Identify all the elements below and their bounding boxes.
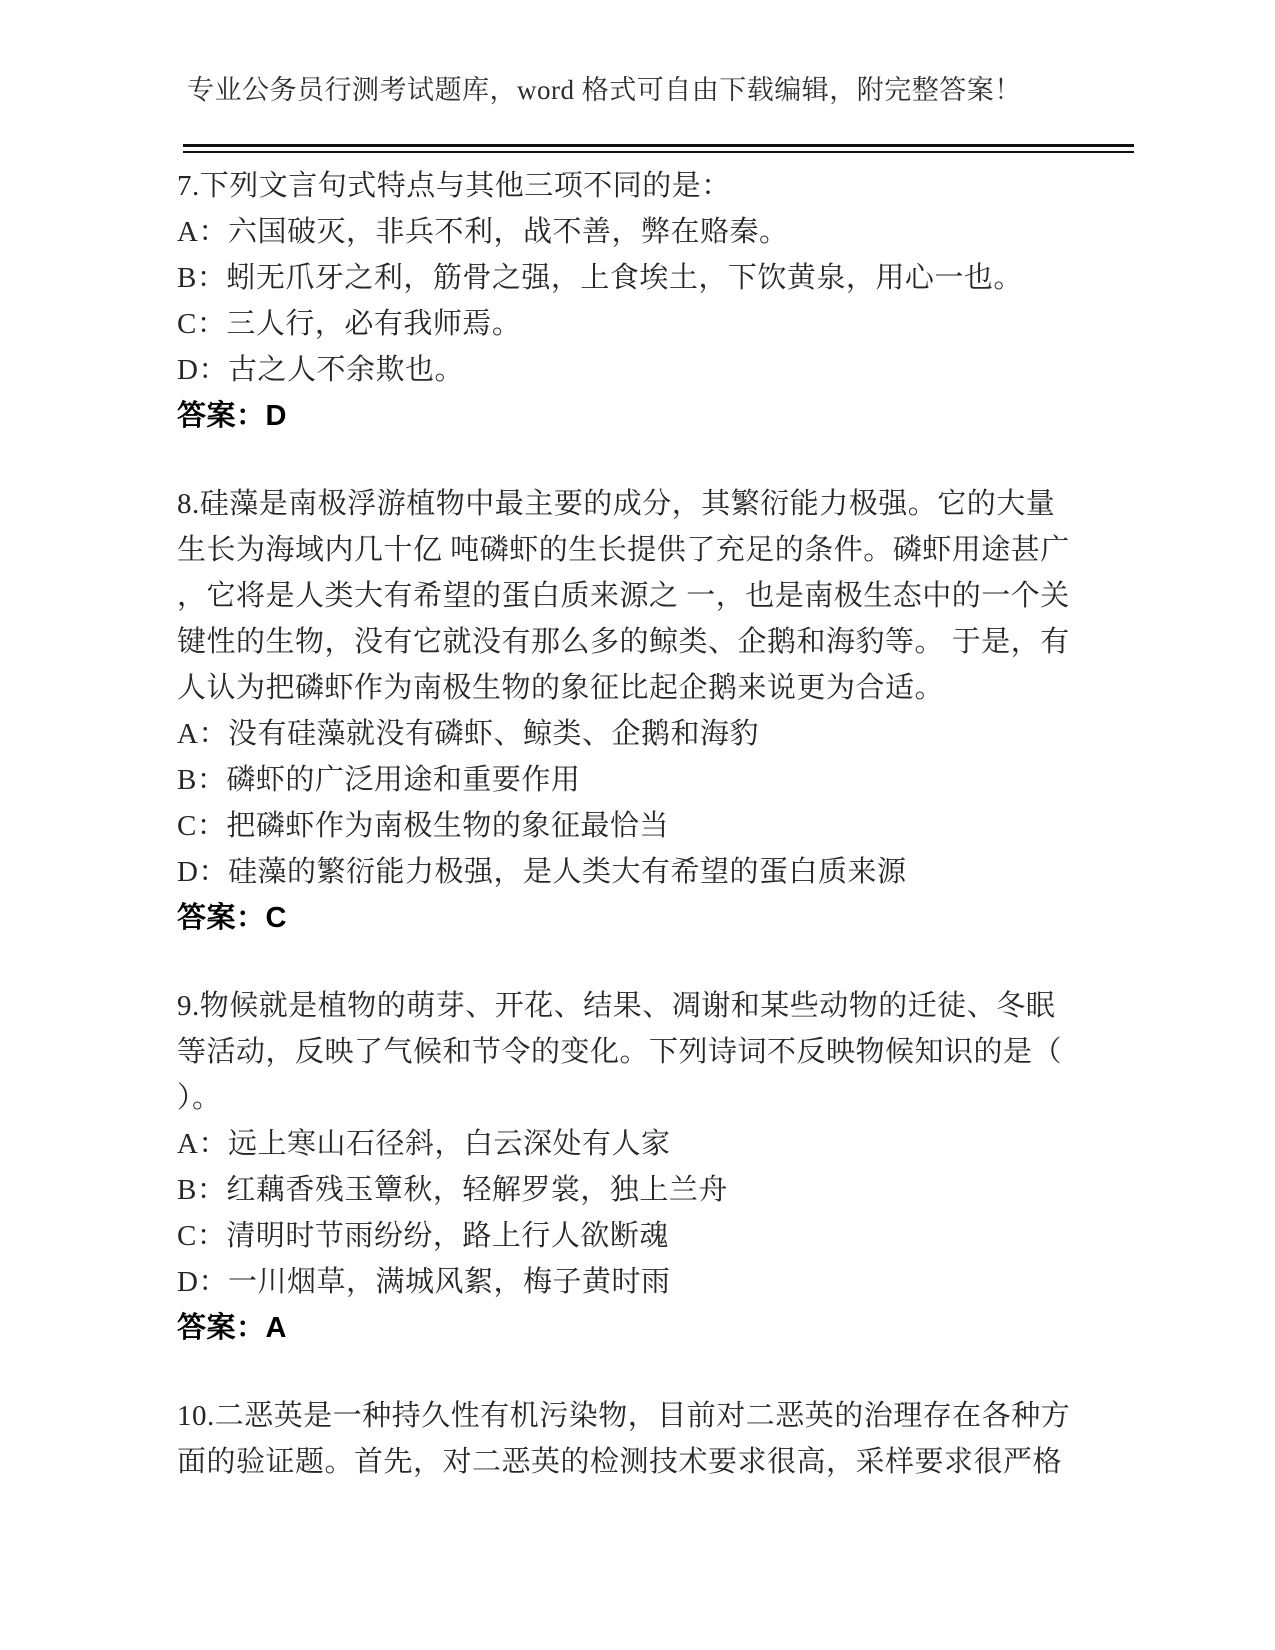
question-stem-line: ，它将是人类大有希望的蛋白质来源之 一，也是南极生态中的一个关	[177, 580, 1070, 612]
question-9	[177, 983, 1122, 1351]
question-stem-line: 键性的生物，没有它就没有那么多的鲸类、企鹅和海豹等。 于是，有	[177, 626, 1070, 658]
option-b: B：红藕香残玉簟秋，轻解罗裳，独上兰舟	[177, 1174, 728, 1206]
answer-line: 答案：C	[177, 902, 287, 934]
option-a: A：六国破灭，非兵不利，战不善，弊在赂秦。	[177, 216, 789, 248]
option-c: C：把磷虾作为南极生物的象征最恰当	[177, 810, 669, 842]
question-7	[177, 163, 1122, 439]
question-stem-line: 人认为把磷虾作为南极生物的象征比起企鹅来说更为合适。	[177, 672, 945, 704]
question-stem-line: 等活动，反映了气候和节令的变化。下列诗词不反映物候知识的是（	[177, 1036, 1063, 1068]
question-10	[177, 1393, 1122, 1485]
question-stem-line: 面的验证题。首先，对二恶英的检测技术要求很高，采样要求很严格	[177, 1446, 1063, 1478]
header-divider-rule	[183, 144, 1134, 153]
option-b: B：磷虾的广泛用途和重要作用	[177, 764, 581, 796]
answer-line: 答案：A	[177, 1312, 287, 1344]
document-body	[177, 163, 1122, 1485]
question-stem-line: 10.二恶英是一种持久性有机污染物，目前对二恶英的治理存在各种方	[177, 1400, 1071, 1432]
question-stem-line: 8.硅藻是南极浮游植物中最主要的成分，其繁衍能力极强。它的大量	[177, 488, 1056, 520]
question-stem-line: 9.物候就是植物的萌芽、开花、结果、凋谢和某些动物的迁徒、冬眠	[177, 990, 1056, 1022]
option-d: D：硅藻的繁衍能力极强，是人类大有希望的蛋白质来源	[177, 856, 907, 888]
option-c: C：清明时节雨纷纷，路上行人欲断魂	[177, 1220, 669, 1252]
option-a: A：远上寒山石径斜，白云深处有人家	[177, 1128, 671, 1160]
option-a: A：没有硅藻就没有磷虾、鲸类、企鹅和海豹	[177, 718, 759, 750]
question-stem-line: ）。	[177, 1082, 222, 1114]
option-b: B：蚓无爪牙之利，筋骨之强，上食埃土，下饮黄泉，用心一也。	[177, 262, 1023, 294]
header-notice: 专业公务员行测考试题库，word 格式可自由下载编辑，附完整答案！	[187, 75, 1022, 105]
option-d: D：古之人不余欺也。	[177, 354, 464, 386]
question-8	[177, 481, 1122, 941]
option-c: C：三人行，必有我师焉。	[177, 308, 522, 340]
answer-line: 答案：D	[177, 400, 287, 432]
question-stem-line: 7.下列文言句式特点与其他三项不同的是：	[177, 170, 731, 202]
question-stem-line: 生长为海域内几十亿 吨磷虾的生长提供了充足的条件。磷虾用途甚广	[177, 534, 1070, 566]
option-d: D：一川烟草，满城风絮，梅子黄时雨	[177, 1266, 671, 1298]
